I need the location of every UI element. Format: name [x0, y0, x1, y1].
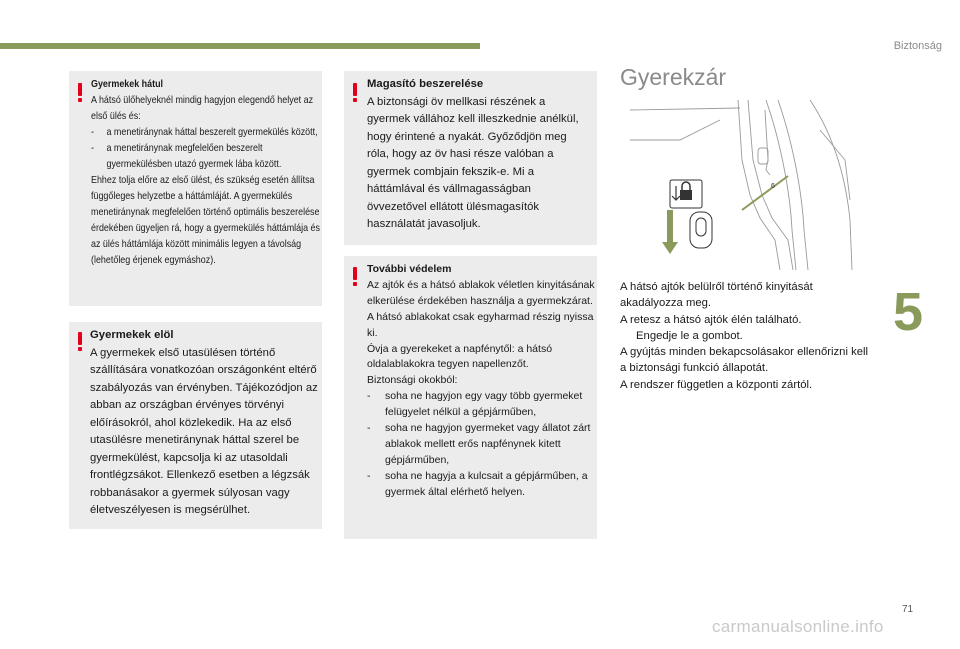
instruction-step	[620, 328, 870, 344]
box-title: További védelem	[367, 263, 452, 275]
warning-icon	[353, 83, 358, 102]
warning-icon	[78, 83, 83, 102]
box-text: A biztonsági öv mellkasi részének a gyermek vállához kell illeszkednie anélkül, hogy érintené a nyakát. Győződjön meg róla, hogy az öv hasi része valóban a gyermek combjain fekszik-e. Mi a háttámlával és vállmagasságban övvezetővel ellátott ülésmagasítók használatát javasoljuk.	[367, 95, 579, 230]
warning-icon	[78, 332, 83, 351]
lock-icon	[670, 180, 702, 208]
warning-box-additional-protection	[344, 256, 597, 539]
figure-label: 6	[771, 183, 775, 190]
box-text: Biztonsági okokból:	[367, 374, 458, 387]
header-accent-bar	[0, 43, 480, 49]
list-item: - soha ne hagyjon gyermeket vagy állatot zárt ablakok mellett erős napfénynek kitett gépjárműben,	[367, 421, 595, 469]
step-text: Engedje le a gombot.	[636, 329, 743, 342]
list-item: - soha ne hagyja a kulcsait a gépjárműben, a gyermek által elérhető helyen.	[367, 469, 595, 501]
list-item: - a menetiránynak megfelelően beszerelt gyermekülésben utazó gyermek lába között.	[91, 141, 321, 173]
watermark: carmanualsonline.info	[712, 617, 884, 636]
chapter-number: 5	[893, 282, 924, 342]
box-text: Óvja a gyerekeket a napfénytől: a hátsó oldalablakokra tegyen napellenzőt.	[367, 342, 553, 371]
arrow-down-icon	[662, 210, 678, 254]
box-title: Magasító beszerelése	[367, 78, 484, 90]
warning-box-children-front	[69, 322, 322, 529]
child-lock-illustration	[620, 100, 875, 270]
box-text: Az ajtók és a hátsó ablakok véletlen kinyitásának elkerülése érdekében használja a gyermekzárat.	[367, 278, 595, 307]
box-title: Gyermekek elöl	[90, 329, 174, 341]
paragraph: A retesz a hátsó ajtók élén található.	[620, 313, 802, 326]
warning-box-booster	[344, 71, 597, 245]
box-text: A hátsó ablakokat csak egyharmad részig nyissa ki.	[367, 310, 594, 339]
box-text: A gyermekek első utasülésen történő szállítására vonatkozóan országonként eltérő szabályozás van érvényben. Tájékozódjon az abban az országban érvényes törvényi előírásokról, ahol közlekedik. Ha az első utasülésre menetiránynak háttal szerel be gyermekülést, kapcsolja ki az utasoldali frontlégzsákot. Ellenkező esetben a légzsák robbanásakor a gyermek súlyosan vagy életveszélyesen is megsérülhet.	[90, 346, 318, 516]
box-title: Gyermekek hátul	[91, 79, 164, 90]
paragraph: A rendszer független a központi zártól.	[620, 378, 813, 391]
paragraph: A gyújtás minden bekapcsolásakor ellenőrizni kell a biztonsági funkció állapotát.	[620, 346, 869, 375]
warning-box-children-rear	[69, 71, 322, 306]
paragraph: A hátsó ajtók belülről történő kinyitását akadályozza meg.	[620, 281, 813, 310]
page-number: 71	[902, 604, 914, 615]
section-title: Biztonság	[893, 40, 942, 52]
list-item: - soha ne hagyjon egy vagy több gyermeket felügyelet nélkül a gépjárműben,	[367, 389, 595, 421]
right-column-text	[620, 279, 870, 393]
box-text: A hátsó ülőhelyeknél mindig hagyjon elegendő helyet az első ülés és:	[91, 95, 314, 122]
page-heading: Gyerekzár	[620, 64, 727, 90]
list-item: - a menetiránynak háttal beszerelt gyermekülés között,	[91, 125, 321, 141]
child-lock-switch-icon	[690, 212, 712, 248]
box-text: Ehhez tolja előre az első ülést, és szükség esetén állítsa függőleges helyzetbe a háttámláját. A gyermekülés menetiránynak megfelelően történő optimális beszerelése érdekében ügyeljen rá, hogy a gyermekülés háttámlája és az ülés háttámlája között minimális legyen a távolság (lehetőleg érjenek egymáshoz).	[91, 175, 321, 266]
warning-icon	[353, 267, 358, 286]
